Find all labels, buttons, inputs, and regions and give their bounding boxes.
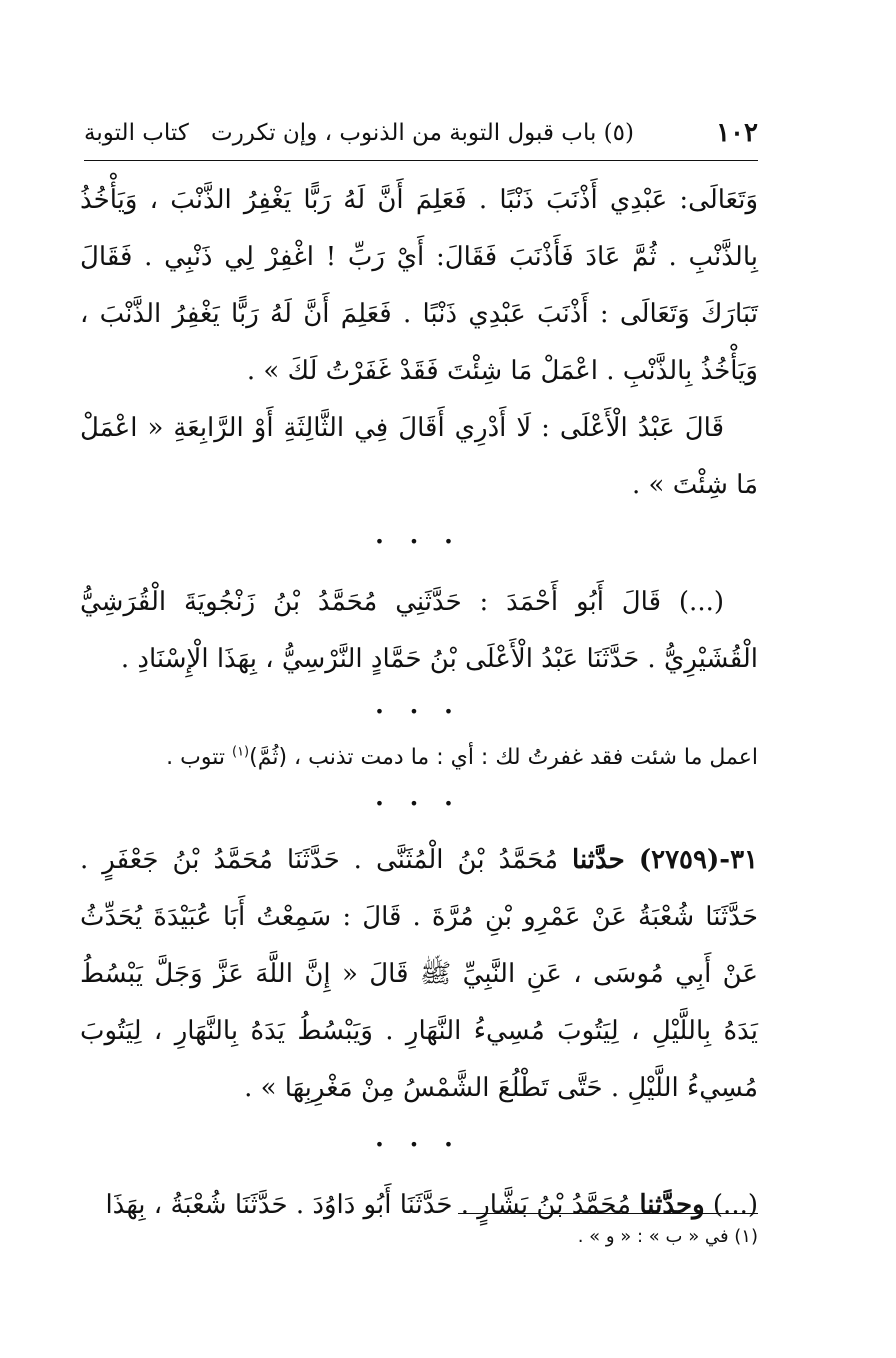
hadith-continuation-paragraph: وَتَعَالَى: عَبْدِي أَذْنَبَ ذَنْبًا . فَعَلِمَ أَنَّ لَهُ رَبًّا يَغْفِرُ الذَّنْبَ ، وَيَأْخُذُ بِالذَّنْبِ . ثُمَّ عَادَ فَأَذْنَبَ فَقَالَ: أَيْ رَبِّ ! اغْفِرْ لِي ذَنْبِي . فَقَالَ تَبَارَكَ وَتَعَالَى : أَذْنَبَ عَبْدِي ذَنْبًا . فَعَلِمَ أَنَّ لَهُ رَبًّا يَغْفِرُ الذَّنْبَ ، وَيَأْخُذُ بِالذَّنْبِ . اعْمَلْ مَا شِئْتَ فَقَدْ غَفَرْتُ لَكَ » . xyxy=(80,185,758,386)
narrator-note-paragraph: قَالَ عَبْدُ الْأَعْلَى : لَا أَدْرِي أَقَالَ فِي الثَّالِثَةِ أَوْ الرَّابِعَةِ « اعْمَلْ مَا شِئْتَ » . xyxy=(80,413,758,500)
book-title: كتاب التوبة xyxy=(84,120,189,146)
hadith-lead-word: حدَّثنا xyxy=(572,845,625,875)
header-rule xyxy=(84,160,758,161)
running-header xyxy=(84,118,758,158)
hadith-text: مُحَمَّدُ بْنُ الْمُثَنَّى . حَدَّثَنَا مُحَمَّدُ بْنُ جَعْفَرٍ . حَدَّثَنَا شُعْبَةُ عَنْ عَمْرِو بْنِ مُرَّةَ . قَالَ : سَمِعْتُ أَبَا عُبَيْدَةَ يُحَدِّثُ عَنْ أَبِي مُوسَى ، عَنِ النَّبِيِّ ﷺ قَالَ « إِنَّ اللَّهَ عَزَّ وَجَلَّ يَبْسُطُ يَدَهُ بِاللَّيْلِ ، لِيَتُوبَ مُسِيءُ النَّهَارِ . وَيَبْسُطُ يَدَهُ بِالنَّهَارِ ، لِيَتُوبَ مُسِيءُ اللَّيْلِ . حَتَّى تَطْلُعَ الشَّمْسُ مِنْ مَغْرِبِهَا » . xyxy=(80,845,758,1103)
isnad-paragraph: (...) قَالَ أَبُو أَحْمَدَ : حَدَّثَنِي مُحَمَّدُ بْنُ زَنْجُويَةَ الْقُرَشِيُّ الْقُشَيْرِيُّ . حَدَّثَنَا عَبْدُ الْأَعْلَى بْنُ حَمَّادٍ النَّرْسِيُّ ، بِهَذَا الْإِسْنَادِ . xyxy=(80,587,758,674)
section-separator: • • • xyxy=(374,702,464,721)
hadith-paragraph xyxy=(80,832,758,1117)
footnote-rule xyxy=(458,1213,758,1214)
section-separator: • • • xyxy=(374,1135,464,1154)
footnote-reference: (١) xyxy=(231,744,250,760)
section-separator: • • • xyxy=(374,532,464,551)
page-body xyxy=(80,172,758,1234)
hadith-number: ٣١-(٢٧٥٩) xyxy=(638,845,759,875)
isnad-prefix: (...) xyxy=(704,1190,758,1220)
isnad-lead-word: وحدَّثنا xyxy=(639,1190,705,1220)
page-number: ١٠٢ xyxy=(716,118,758,148)
chapter-title: (٥) باب قبول التوبة من الذنوب ، وإن تكررت xyxy=(211,120,634,146)
commentary-text: اعمل ما شئت فقد غفرتُ لك : أي : ما دمت تذنب ، (ثُمَّ) xyxy=(249,745,758,770)
isnad-text: مُحَمَّدُ بْنُ بَشَّارٍ . حَدَّثَنَا أَبُو دَاوُدَ . حَدَّثَنَا شُعْبَةُ ، بِهَذَا xyxy=(105,1190,640,1220)
section-separator: • • • xyxy=(374,794,464,813)
commentary-text-tail: تتوب . xyxy=(166,745,232,770)
commentary-paragraph xyxy=(80,738,758,778)
footnote: (١) في « ب » : « و » . xyxy=(577,1226,758,1247)
